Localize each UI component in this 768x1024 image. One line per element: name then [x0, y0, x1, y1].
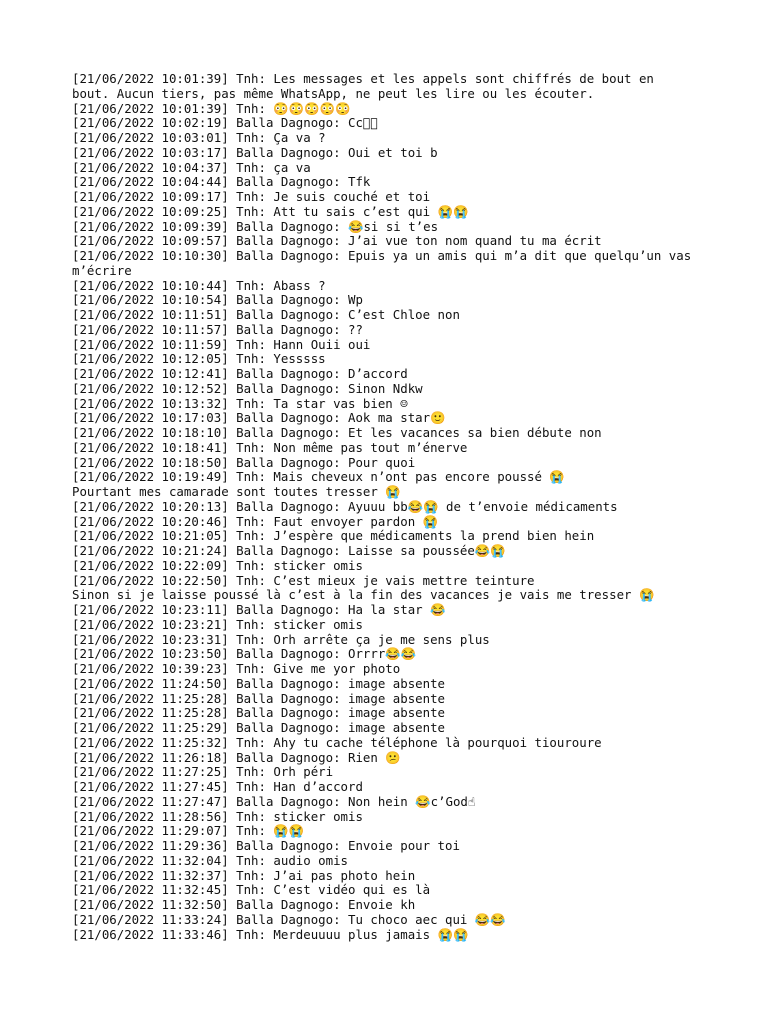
transcript-line: [21/06/2022 10:09:25] Tnh: Att tu sais c’est qui 😭😭	[72, 203, 469, 219]
transcript-line: [21/06/2022 10:13:32] Tnh: Ta star vas bien ☺	[72, 395, 408, 411]
transcript-line: [21/06/2022 10:09:39] Balla Dagnogo: 😂si si t’es	[72, 218, 439, 234]
transcript-line: Pourtant mes camarade sont toutes tresser 😭	[72, 484, 401, 499]
transcript-line: [21/06/2022 10:11:59] Tnh: Hann Ouii oui	[72, 336, 371, 352]
transcript-line: Sinon si je laisse poussé là c’est à la fin des vacances je vais me tresser 😭	[72, 587, 655, 603]
transcript-line: [21/06/2022 10:11:51] Balla Dagnogo: C’est Chloe non	[72, 307, 460, 322]
transcript-line: [21/06/2022 11:25:32] Tnh: Ahy tu cache téléphone là pourquoi tiouroure	[72, 734, 602, 750]
transcript-line: [21/06/2022 11:29:36] Balla Dagnogo: Envoie pour toi	[72, 838, 460, 853]
transcript-line: m’écrire	[72, 262, 132, 278]
transcript-line: [21/06/2022 10:12:52] Balla Dagnogo: Sinon Ndkw	[72, 380, 423, 396]
transcript-line: [21/06/2022 10:12:05] Tnh: Yesssss	[72, 351, 326, 367]
transcript-line: [21/06/2022 11:29:07] Tnh: 😭😭	[72, 823, 305, 839]
transcript-line: [21/06/2022 10:22:09] Tnh: sticker omis	[72, 557, 363, 573]
transcript-line: [21/06/2022 10:03:17] Balla Dagnogo: Oui et toi b	[72, 144, 438, 160]
transcript-line: [21/06/2022 10:10:44] Tnh: Abass ?	[72, 277, 326, 293]
transcript-line: [21/06/2022 10:18:10] Balla Dagnogo: Et les vacances sa bien débute non	[72, 425, 602, 440]
transcript-line: [21/06/2022 10:01:39] Tnh: 😳😳😳😳😳	[72, 100, 351, 116]
transcript-line: [21/06/2022 11:25:29] Balla Dagnogo: image absente	[72, 720, 445, 735]
transcript-line: [21/06/2022 10:20:13] Balla Dagnogo: Ayuuu bb😂😭 de t’envoie médicaments	[72, 498, 618, 514]
transcript-line: [21/06/2022 10:23:21] Tnh: sticker omis	[72, 616, 363, 632]
transcript-line: [21/06/2022 10:04:37] Tnh: ça va	[72, 159, 311, 175]
transcript-line: [21/06/2022 10:17:03] Balla Dagnogo: Aok ma star🙂	[72, 410, 446, 426]
transcript-line: [21/06/2022 11:28:56] Tnh: sticker omis	[72, 808, 363, 824]
transcript-line: [21/06/2022 10:23:50] Balla Dagnogo: Orrrr😂😂	[72, 646, 417, 662]
transcript-line: [21/06/2022 11:26:18] Balla Dagnogo: Rien 😕	[72, 749, 401, 765]
transcript-line: [21/06/2022 10:18:41] Tnh: Non même pas tout m’énerve	[72, 439, 468, 455]
transcript-line: [21/06/2022 10:39:23] Tnh: Give me yor photo	[72, 661, 401, 676]
transcript-line: bout. Aucun tiers, pas même WhatsApp, ne peut les lire ou les écouter.	[72, 85, 595, 101]
transcript-line: [21/06/2022 11:32:45] Tnh: C’est vidéo qui es là	[72, 882, 431, 898]
transcript-line: [21/06/2022 10:21:05] Tnh: J’espère que médicaments la prend bien hein	[72, 528, 595, 544]
transcript-line: [21/06/2022 10:20:46] Tnh: Faut envoyer pardon 😭	[72, 513, 439, 529]
transcript-line: [21/06/2022 10:23:11] Balla Dagnogo: Ha la star 😂	[72, 602, 446, 617]
transcript-line: [21/06/2022 11:33:46] Tnh: Merdeuuuu plus jamais 😭😭	[72, 926, 469, 942]
transcript-line: [21/06/2022 11:32:37] Tnh: J’ai pas photo hein	[72, 867, 416, 883]
transcript-line: [21/06/2022 10:03:01] Tnh: Ça va ?	[72, 130, 326, 145]
transcript-line: [21/06/2022 11:24:50] Balla Dagnogo: image absente	[72, 675, 445, 691]
transcript-line: [21/06/2022 10:23:31] Tnh: Orh arrête ça je me sens plus	[72, 631, 490, 647]
transcript-line: [21/06/2022 10:01:39] Tnh: Les messages et les appels sont chiffrés de bout en	[72, 71, 654, 86]
transcript-line: [21/06/2022 10:18:50] Balla Dagnogo: Pour quoi	[72, 454, 416, 470]
transcript-line: [21/06/2022 10:11:57] Balla Dagnogo: ??	[72, 321, 363, 337]
transcript-line: [21/06/2022 10:10:30] Balla Dagnogo: Epuis ya un amis qui m’a dit que quelqu’un vas	[72, 248, 692, 263]
transcript-line: [21/06/2022 10:04:44] Balla Dagnogo: Tfk	[72, 174, 371, 190]
transcript-line: [21/06/2022 10:21:24] Balla Dagnogo: Laisse sa poussée😂😭	[72, 543, 506, 558]
transcript-line: [21/06/2022 10:09:17] Tnh: Je suis couché et toi	[72, 189, 431, 204]
transcript-line: [21/06/2022 10:19:49] Tnh: Mais cheveux n’ont pas encore poussé 😭	[72, 469, 565, 485]
transcript-line: [21/06/2022 10:09:57] Balla Dagnogo: J’ai vue ton nom quand tu ma écrit	[72, 233, 602, 249]
transcript-line: [21/06/2022 11:32:50] Balla Dagnogo: Envoie kh	[72, 897, 416, 912]
transcript-line: [21/06/2022 10:12:41] Balla Dagnogo: D’accord	[72, 366, 408, 381]
transcript-line: [21/06/2022 11:25:28] Balla Dagnogo: image absente	[72, 690, 445, 706]
transcript-line: [21/06/2022 11:27:45] Tnh: Han d’accord	[72, 779, 363, 794]
transcript-line: [21/06/2022 10:22:50] Tnh: C’est mieux je vais mettre teinture	[72, 572, 535, 588]
transcript-line: [21/06/2022 10:10:54] Balla Dagnogo: Wp	[72, 292, 363, 308]
transcript-line: [21/06/2022 11:27:47] Balla Dagnogo: Non hein 😂c’God☝	[72, 793, 476, 809]
transcript-line: [21/06/2022 11:25:28] Balla Dagnogo: image absente	[72, 705, 445, 721]
transcript-line: [21/06/2022 11:33:24] Balla Dagnogo: Tu choco aec qui 😂😂	[72, 911, 506, 927]
transcript-line: [21/06/2022 11:27:25] Tnh: Orh péri	[72, 764, 334, 780]
chat-transcript-page	[72, 72, 712, 942]
transcript-line: [21/06/2022 10:02:19] Balla Dagnogo: Cc🏻🏻	[72, 115, 378, 131]
transcript-line: [21/06/2022 11:32:04] Tnh: audio omis	[72, 852, 349, 868]
